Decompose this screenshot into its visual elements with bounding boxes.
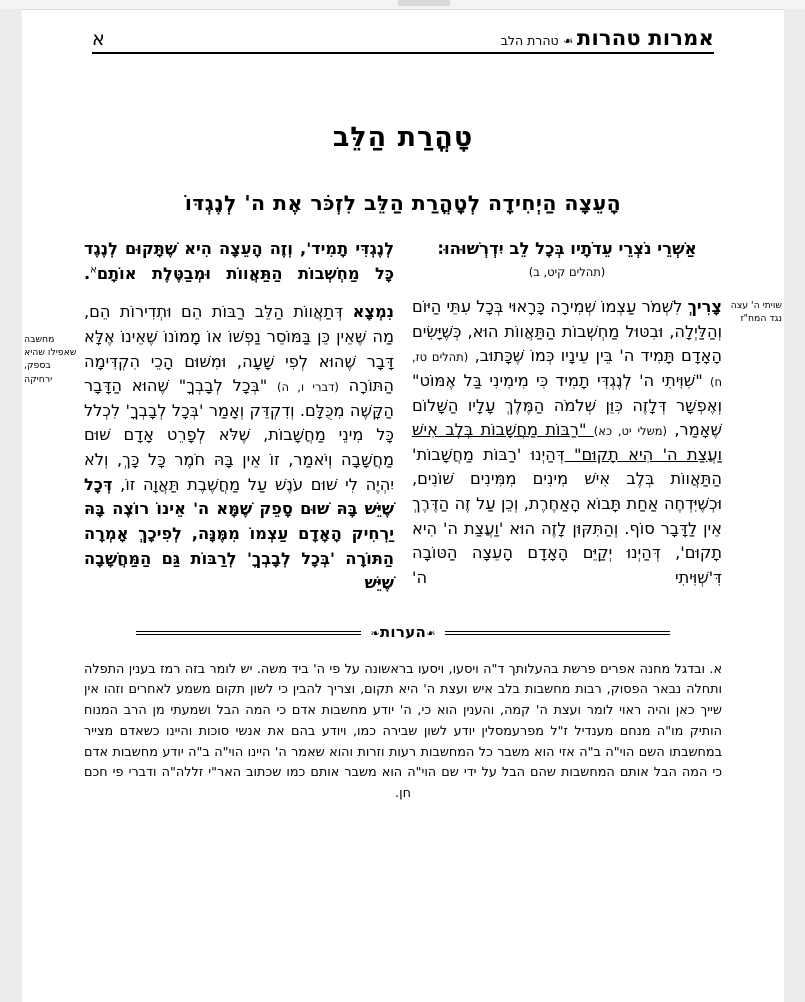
paragraph-opening-word-2: נִמְצָא xyxy=(352,302,394,322)
citation-devarim: (דברי ו, ה) xyxy=(277,380,339,395)
marginal-gloss-right: שויתי ה' עצה נגד המח"ז xyxy=(730,300,782,325)
citation-tehilim: (תהלים טז, ח) xyxy=(412,350,722,389)
citation-mishlei: (משלי יט, כא) xyxy=(593,424,668,439)
right-column-paragraph xyxy=(412,295,722,591)
left-paragraph-text-2: שֶׁהוּא הַדָּבָר הַקָּשֶׁה מִכֻּלָּם. וְדִקְדֵּק וְאָמַר 'בְּכָל לְבָבְךָ' לִכְלֹל כָּל מִינֵי מַחֲשָׁבוֹת, שֶׁלֹּא לְפָרֵט אָדָם שׁוּם מַחֲשָׁבָה וְיֹאמַר, זוֹ אֵין בָּהּ חֹמֶר כָּל כָּךְ, וְלֹא יִהְיֶה לִי שׁוּם עֹנֶשׁ עַל מַחֲשֶׁבֶת תַּאֲוָה זוֹ, xyxy=(84,376,394,494)
running-head-rule xyxy=(92,52,714,54)
section-title: טהרת הלב xyxy=(500,33,559,48)
ornament-icon: ❧ xyxy=(562,34,573,48)
left-paragraph-text-1: דְּתַאֲווֹת הַלֵּב רַבּוֹת הֵם וּתְדִירוֹת הֵם, מַה שֶּׁאֵין כֵּן בַּמּוֹסֵר נַפְשׁוֹ אוֹ מָמוֹנוֹ שֶׁאֵינוֹ אֶלָּא דָּבָר שֶׁהוּא לְפִי שָׁעָה, וּמִשּׁוּם הָכֵי הִקְדִּימָה הַתּוֹרָה xyxy=(84,302,395,396)
browser-top-nub xyxy=(398,0,450,6)
quote-bechol-levavcha: "בְּכָל לְבָבְךָ" xyxy=(168,376,277,396)
notes-heading-text: הערות xyxy=(379,622,427,641)
running-head xyxy=(92,26,714,64)
left-column-paragraph xyxy=(84,300,394,596)
footnote-text: א. ובדגל מחנה אפרים פרשת בהעלותך ד"ה ויסעו, ויסעו בראשונה על פי ה' ביד משה. יש לומר בזה רמז בענין התפלה ותחלה נבאר הפסוק, רבות מחשבות בלב איש ועצת ה' היא תקום, וצריך להבין כי לשון תקום משמע לאחרים וזהו אין שייך כאן והיה ראוי לומר ועצת ה' קמה, והענין הוא כי, ה' יודע מחשבות אדם כי המה הבל ושמעתי מן הרב המנוח הותיק מו"ה מנחם מענדיל ז"ל מפרעמסלין יודע לשון שבירה כמו, ויודע בהם את אנשי סוכות והיינו כשאדם מצייר במחשבתו השם הוי"ה ב"ה אזי הוא משבר כל המחשבות רעות וזרות והוא שאמר ה' היינו הוי"ה ב"ה יודע מחשבות אדם כי המה הבל אותם המחשבות שהם הבל על ידי שם הוי"ה הוא משבר אותם כמו שכתוב האר"י זללה"ה ודברי פי חכם חן. xyxy=(84,661,722,802)
notes-heading xyxy=(84,622,722,644)
left-paragraph-bold-tail: דְּכָל שֶׁיֵּשׁ בָּהּ שׁוּם סָפֵק שֶׁמָּא ה' אֵינוֹ רוֹצֶה בָּהּ יַרְחִיק הָאָדָם עַצְמוֹ מִמֶּנָּה, לְפִיכָךְ אָמְרָה הַתּוֹרָה 'בְּכָל לְבָבְךָ' לְרַבּוֹת גַּם הַמַּחֲשָׁבָה שֶׁיֵּשׁ xyxy=(84,474,394,593)
quote-shiviti: "שִׁוִּיתִי ה' לְנֶגְדִּי תָמִיד כִּי מִימִינִי בַּל אֶמּוֹט" xyxy=(412,370,710,390)
continuation-text: לְנֶגְדִּי תָמִיד', וְזֶה הָעֵצָה הִיא שֶׁתָּקוּם לְנֶגֶד כָּל מַחְשְׁבוֹת הַתַּאֲווֹת וּמְבַטֶּלֶת אוֹתָם xyxy=(84,239,394,283)
epigraph xyxy=(412,237,722,281)
footnote-marker: א xyxy=(90,264,97,276)
page-right-gutter xyxy=(784,9,805,1002)
page-left-gutter xyxy=(0,9,21,1002)
document-page xyxy=(22,10,784,1002)
marginal-gloss-left: מחשבה שאפילו שהיא בספק, ירחיקה xyxy=(24,334,77,385)
epigraph-verse: אַשְׁרֵי נֹצְרֵי עֵדֹתָיו בְּכָל לֵב יִדְרְשׁוּהוּ: xyxy=(437,239,697,258)
notes-ornament-left-icon: ❧ xyxy=(370,626,380,640)
left-column-continuation xyxy=(84,237,394,286)
paragraph-text-1: לִשְׁמֹר עַצְמוֹ שְׁמִירָה כָּרָאוּי בְּכָל עִתֵּי הַיּוֹם וְהַלַּיְלָה, וּבִטּוּל מַחְשְׁבוֹת הַתַּאֲווֹת הוּא, כְּשֶׁיָּשִׂים הָאָדָם תָּמִיד ה' בֵּין עֵינָיו כְּמוֹ שֶׁכָּתוּב, xyxy=(412,297,723,366)
body-wrapper xyxy=(24,237,782,596)
running-head-title xyxy=(501,26,714,50)
continuation-period: . xyxy=(84,263,91,283)
page-title: טָהֳרַת הַלֵּב xyxy=(332,122,474,153)
column-right xyxy=(412,237,722,596)
notes-section xyxy=(84,622,722,805)
notes-heading-label xyxy=(361,623,444,641)
two-column-layout xyxy=(84,237,722,596)
column-left xyxy=(84,237,394,596)
folio-number: א xyxy=(92,28,105,50)
paragraph-opening-word: צָרִיךְ xyxy=(687,297,722,316)
book-title: אמרות טהרות xyxy=(576,26,714,50)
paragraph-text-3: דְּהַיְנוּ 'רַבּוֹת מַחֲשָׁבוֹת' הַתַּאֲווֹת בְּלֶב אִישׁ מִינִים מִמִּינִים שׁוֹנִים, וּכְשֶׁיִּדְחֶה אַחַת תָּבוֹא הָאַחֶרֶת, וְכֵן עַל זֶה הַדֶּרֶךְ אֵין לַדָּבָר סוֹף. וְהַתִּקּוּן לָזֶה הוּא 'וַעֲצַת ה' הִיא תָקוּם', דְּהַיְנוּ יְקַיֵּם הָאָדָם הָעֵצָה הַטּוֹבָה דִּ'שְׁוִּיתִי ה' xyxy=(412,444,722,587)
epigraph-source: (תהלים קיט, ב) xyxy=(528,264,606,279)
page-subtitle: הָעֵצָה הַיְחִידָה לְטָהֳרַת הַלֵּב לִזְכֹּר אֶת ה' לְנֶגְדּוֹ xyxy=(184,191,622,215)
quote-rabot-machshavot: "רַבּוֹת מַחֲשָׁבוֹת בְּלֶב אִישׁ וַעֲצַת ה' הִיא תָקוּם" xyxy=(412,420,722,464)
paragraph-text-2: וְאֶפְשָׁר דְּלָזֶה כִּוֵּן שְׁלֹמֹה הַמֶּלֶךְ עָלָיו הַשָּׁלוֹם שֶׁאָמַר, xyxy=(412,395,722,440)
notes-ornament-right-icon: ❧ xyxy=(426,626,436,640)
